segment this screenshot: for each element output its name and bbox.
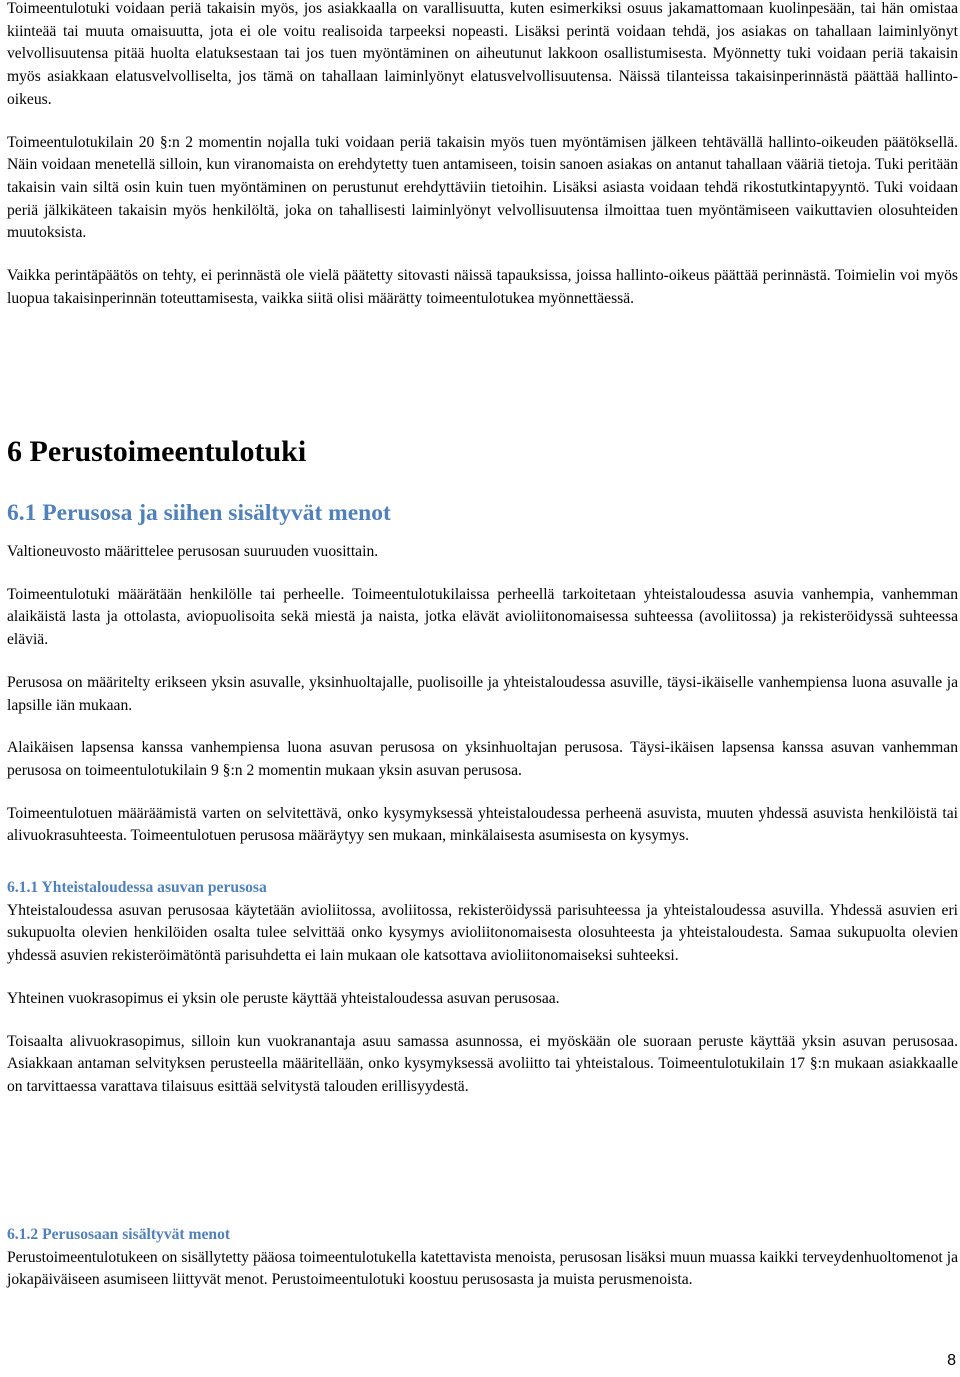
paragraph-recovery-decision: Toimeentulotukilain 20 §:n 2 momentin nojalla tuki voidaan periä takaisin myös tuen myöntämisen jälkeen tehtävällä hallinto-oikeuden päätöksellä. Näin voidaan menetellä silloin, kun viranomaista on erehdytetty tuen antamiseen, toisin sanoen asiakas on antanut tahallaan vääriä tietoja. Tuki peritään takaisin vain siltä osin kuin tuen myöntäminen on perustunut erehdyttäviin tietoihin. Lisäksi asiasta voidaan tehdä rikostutkintapyyntö. Tuki voidaan periä jälkikäteen takaisin myös henkilöltä, joka on tahallisesti laiminlyönyt velvollisuutensa ilmoittaa tuen myöntämiseen vaikuttavien olosuhteiden muutoksista. xyxy=(7,133,958,242)
paragraph-recovery-assets: Toimeentulotuki voidaan periä takaisin myös, jos asiakkaalla on varallisuutta, kuten esimerkiksi osuus jakamattomaan kuolinpesään, tai hän omistaa kiinteää tai muuta omaisuutta, jota ei ole voitu realisoida tarpeeksi nopeasti. Lisäksi perintä voidaan tehdä, jos asiakas on tahallaan laiminlyönyt velvollisuutensa pitää huolta elatuksestaan tai jos tuen myöntäminen on aiheutunut lakkoon osallistumisesta. Myönnetty tuki voidaan periä takaisin myös asiakkaan elatusvelvolliselta, jos tämä on tahallaan laiminlyönyt elatusvelvollisuutensa. Näissä tilanteissa takaisinperinnästä päättää hallinto-oikeus. xyxy=(7,0,958,108)
chapter-title: 6 Perustoimeentulotuki xyxy=(7,435,307,468)
section-title-6-1: 6.1 Perusosa ja siihen sisältyvät menot xyxy=(7,500,391,526)
paragraph-6-1-e: Toimeentulotuen määräämistä varten on selvitettävä, onko kysymyksessä yhteistaloudessa perheenä asuvista, muuten yhdessä asuvista henkilöistä tai alivuokrasuhteesta. Toimeentulotuen perusosa määräytyy sen mukaan, minkälaisesta asumisesta on kysymys. xyxy=(7,804,958,845)
paragraph-6-1-c: Perusosa on määritelty erikseen yksin asuvalle, yksinhuoltajalle, puolisoille ja yhteistaloudessa asuville, täysi-ikäiselle vanhempiensa luona asuvalle ja lapsille iän mukaan. xyxy=(7,673,958,714)
page-number: 8 xyxy=(947,1352,956,1369)
paragraph-recovery-binding: Vaikka perintäpäätös on tehty, ei perinnästä ole vielä päätetty sitovasti näissä tapauksissa, joissa hallinto-oikeus päättää perinnästä. Toimielin voi myös luopua takaisinperinnän toteuttamisesta, vaikka siitä olisi määrätty toimeentulotukea myönnettäessä. xyxy=(7,267,958,307)
paragraph-6-1-b: Toimeentulotuki määrätään henkilölle tai perheelle. Toimeentulotukilaissa perheellä tarkoitetaan yhteistaloudessa asuvia vanhempia, vanhemman alaikäistä lasta ja ottolasta, aviopuolisoita sekä miestä ja naista, jotka elävät avioliitonomaisessa suhteessa (avoliitossa) ja rekisteröidyssä suhteessa eläviä. xyxy=(7,585,958,649)
section-title-6-1-1: 6.1.1 Yhteistaloudessa asuvan perusosa xyxy=(7,879,267,896)
paragraph-6-1-d: Alaikäisen lapsensa kanssa vanhempiensa luona asuvan perusosa on yksinhuoltajan perusosa. Täysi-ikäisen lapsensa kanssa asuvan vanhemman perusosa on toimeentulotukilain 9 §:n 2 momentin mukaan yksin asuvan perusosa. xyxy=(7,739,958,779)
top-text-block xyxy=(7,0,958,310)
paragraph-6-1-2-a: Perustoimeentulotukeen on sisällytetty pääosa toimeentulotukella katettavista menoista, perusosan lisäksi muun muassa kaikki terveydenhuoltomenot ja jokapäiväiseen asumiseen liittyvät menot. Perustoimeentulotuki koostuu perusosasta ja muista perusmenoista. xyxy=(7,1248,958,1289)
paragraph-6-1-a: Valtioneuvosto määrittelee perusosan suuruuden vuosittain. xyxy=(7,543,379,560)
paragraph-6-1-1-b: Yhteinen vuokrasopimus ei yksin ole peruste käyttää yhteistaloudessa asuvan perusosaa. xyxy=(7,989,560,1007)
section-title-6-1-2: 6.1.2 Perusosaan sisältyvät menot xyxy=(7,1226,231,1243)
section-6-1-body xyxy=(7,541,958,848)
paragraph-6-1-1-c: Toisaalta alivuokrasopimus, silloin kun vuokranantaja asuu samassa asunnossa, ei myöskään ole suoraan peruste käyttää yksin asuvan perusosaa. Asiakkaan antaman selvityksen perusteella määritellään, onko kysymyksessä avoliitto tai yhteistalous. Toimeentulotukilain 17 §:n mukaan asiakkaalle on tarvittaessa varattava tilaisuus esittää selvitystä talouden erillisyydestä. xyxy=(7,1032,958,1095)
section-6-1-2 xyxy=(7,1224,958,1292)
paragraph-6-1-1-a: Yhteistaloudessa asuvan perusosaa käytetään avioliitossa, avoliitossa, rekisteröidyssä parisuhteessa ja yhteistaloudessa asuvilla. Yhdessä asuvien eri sukupuolta olevien henkilöiden osalta tulee selvittää onko kysymys avioliitonomaisesta olosuhteesta ja yhteistaloudesta. Samaa sukupuolta olevien yhdessä asuvien rekisteröimätöntä parisuhdetta ei lain mukaan ole katsottava avioliitonomaiseksi suhteeksi. xyxy=(7,901,958,965)
section-6-1-1 xyxy=(7,877,958,1099)
